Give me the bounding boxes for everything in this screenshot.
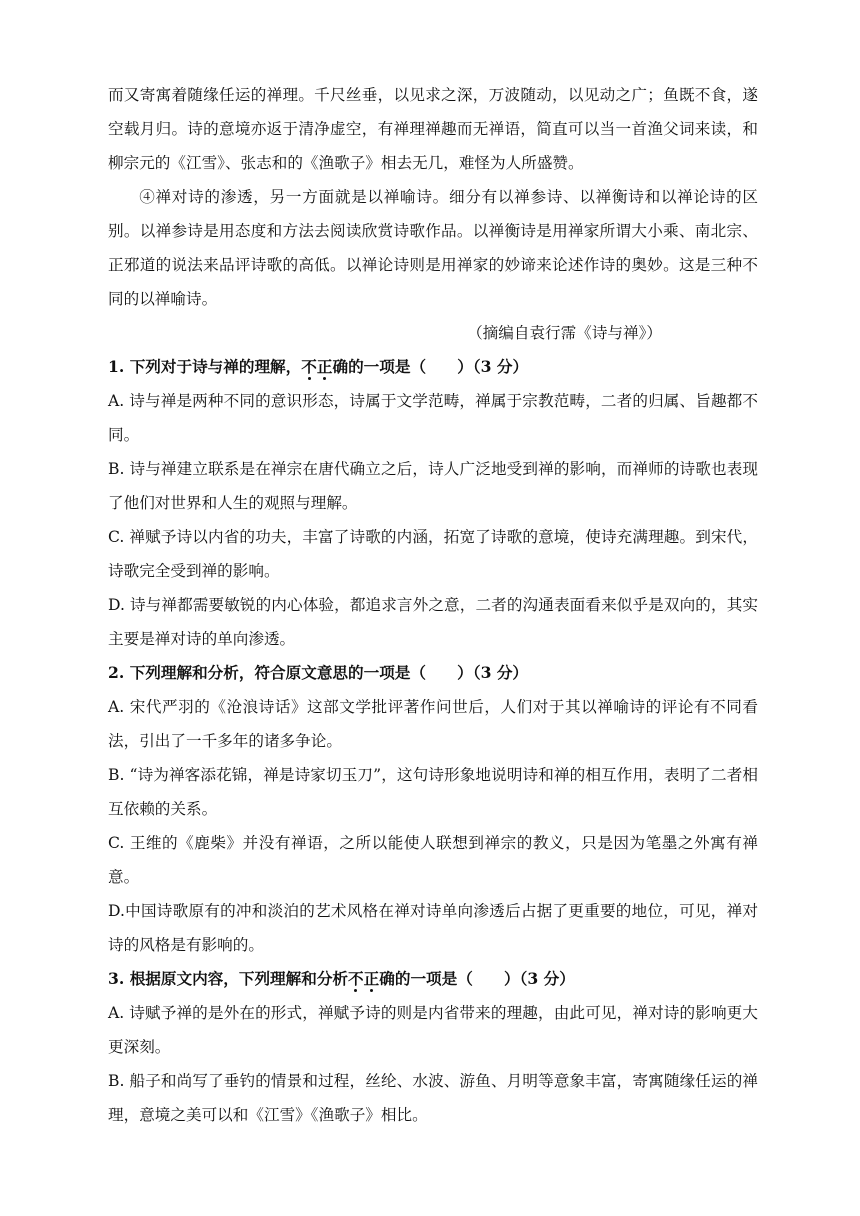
question-3-stem-before: 3. 根据原文内容，下列理解和分析	[108, 969, 349, 988]
question-1-option-c: C. 禅赋予诗以内省的功夫，丰富了诗歌的内涵，拓宽了诗歌的意境，使诗充满理趣。到宋代，诗歌完全受到禅的影响。	[108, 528, 758, 580]
question-1-option-d: D. 诗与禅都需要敏锐的内心体验，都追求言外之意，二者的沟通表面看来似乎是双向的，其实主要是禅对诗的单向渗透。	[108, 596, 758, 648]
question-1-emphasis-char-2: 正	[316, 357, 333, 376]
passage-paragraph-3: 而又寄寓着随缘任运的禅理。千尺丝垂，以见求之深，万波随动，以见动之广；鱼既不食，遂空载月归。诗的意境亦返于清净虚空，有禅理禅趣而无禅语，简直可以当一首渔父词来读，和柳宗元的《江雪》、张志和的《渔歌子》相去无几，难怪为人所盛赞。	[108, 86, 758, 172]
question-1-stem-before: 1. 下列对于诗与禅的理解，	[108, 357, 302, 376]
question-1-option-b: B. 诗与禅建立联系是在禅宗在唐代确立之后，诗人广泛地受到禅的影响，而禅师的诗歌也表现了他们对世界和人生的观照与理解。	[108, 460, 758, 512]
question-1	[108, 350, 758, 656]
question-1-emphasis-char-1: 不	[301, 357, 317, 376]
question-2-option-d: D.中国诗歌原有的冲和淡泊的艺术风格在禅对诗单向渗透后占据了更重要的地位，可见，禅对诗的风格是有影响的。	[108, 902, 758, 954]
question-3-emphasis-char-2: 正	[363, 969, 380, 988]
question-1-stem-after: 确的一项是（ ）（3 分）	[332, 357, 529, 376]
question-2-option-b: B. “诗为禅客添花锦，禅是诗家切玉刀”，这句诗形象地说明诗和禅的相互作用，表明了二者相互依赖的关系。	[108, 766, 758, 818]
question-3-option-a: A. 诗赋予禅的是外在的形式，禅赋予诗的则是内省带来的理趣，由此可见，禅对诗的影响更大更深刻。	[108, 1004, 758, 1056]
question-3-stem-after: 确的一项是（ ）（3 分）	[379, 969, 575, 988]
question-1-option-a: A. 诗与禅是两种不同的意识形态，诗属于文学范畴，禅属于宗教范畴，二者的归属、旨趣都不同。	[108, 392, 758, 444]
question-3-option-b: B. 船子和尚写了垂钓的情景和过程，丝纶、水波、游鱼、月明等意象丰富，寄寓随缘任运的禅理，意境之美可以和《江雪》《渔歌子》相比。	[108, 1072, 758, 1124]
question-2-option-c: C. 王维的《鹿柴》并没有禅语，之所以能使人联想到禅宗的教义，只是因为笔墨之外寓有禅意。	[108, 834, 758, 886]
passage-paragraph-4: ④禅对诗的渗透，另一方面就是以禅喻诗。细分有以禅参诗、以禅衡诗和以禅论诗的区别。以禅参诗是用态度和方法去阅读欣赏诗歌作品。以禅衡诗是用禅家所谓大小乘、南北宗、正邪道的说法来品评诗歌的高低。以禅论诗则是用禅家的妙谛来论述作诗的奥妙。这是三种不同的以禅喻诗。	[108, 188, 758, 308]
question-3-stem	[108, 962, 758, 996]
document-content	[108, 78, 758, 1132]
question-3	[108, 962, 758, 1132]
question-2-option-a: A. 宋代严羽的《沧浪诗话》这部文学批评著作问世后，人们对于其以禅喻诗的评论有不同看法，引出了一千多年的诸多争论。	[108, 698, 758, 750]
question-3-emphasis-char-1: 不	[348, 969, 364, 988]
question-2	[108, 656, 758, 962]
question-2-stem: 2. 下列理解和分析，符合原文意思的一项是（ ）（3 分）	[108, 663, 529, 682]
question-1-stem	[108, 350, 758, 384]
source-citation: （摘编自袁行霈《诗与禅》）	[467, 324, 662, 342]
